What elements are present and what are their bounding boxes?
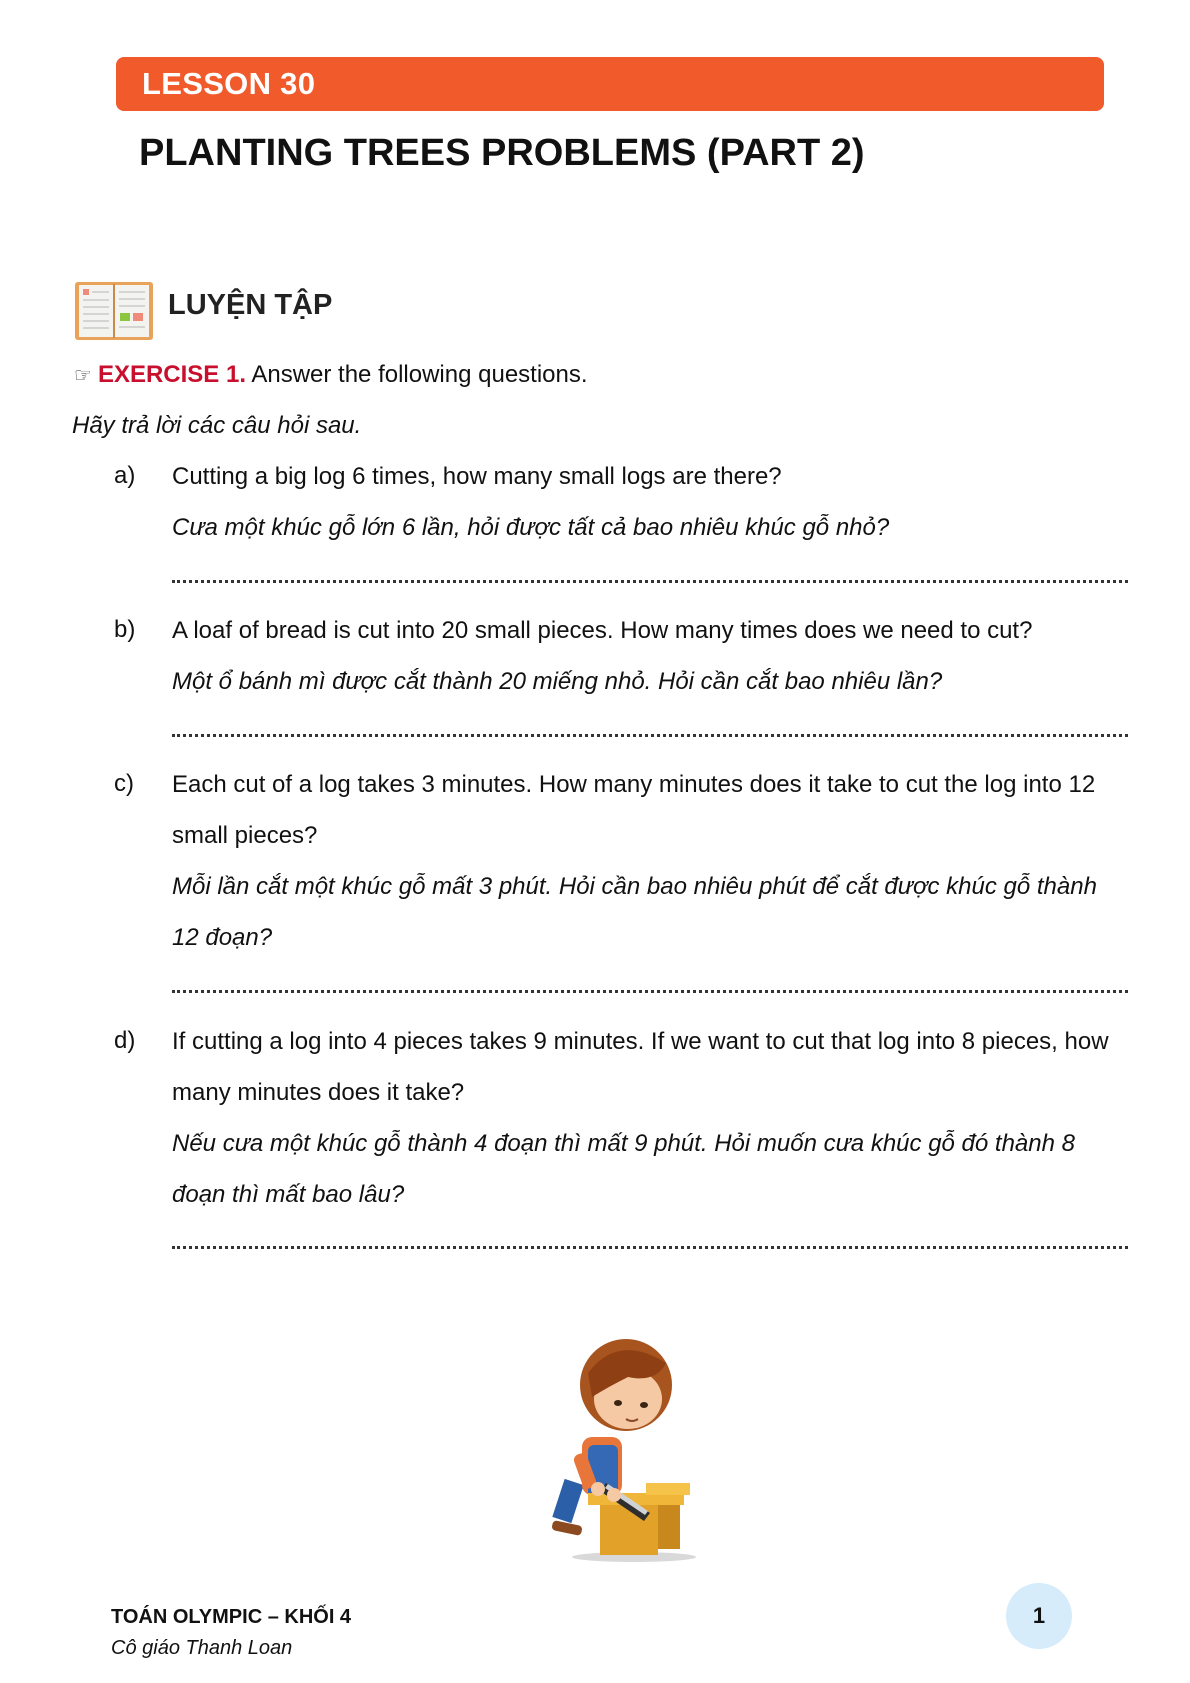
question-item bbox=[172, 451, 1128, 553]
page-number-badge: 1 bbox=[1006, 1583, 1072, 1649]
question-text: A loaf of bread is cut into 20 small pieces. How many times does we need to cut? bbox=[172, 617, 1033, 644]
exercise-instruction-vi: Hãy trả lời các câu hỏi sau. bbox=[72, 412, 362, 439]
section-title: LUYỆN TẬP bbox=[168, 289, 333, 321]
answer-line[interactable] bbox=[172, 576, 1128, 583]
question-item bbox=[172, 1016, 1128, 1220]
open-book-icon bbox=[74, 280, 154, 342]
lesson-banner bbox=[116, 57, 1104, 111]
question-text: Cutting a big log 6 times, how many small logs are there? bbox=[172, 463, 782, 490]
question-letter: a) bbox=[114, 462, 136, 489]
question-text-vi: Nếu cưa một khúc gỗ thành 4 đoạn thì mất 9 phút. Hỏi muốn cưa khúc gỗ đó thành 8 đoạn thì mất bao lâu? bbox=[172, 1130, 1075, 1208]
question-letter: c) bbox=[114, 770, 134, 797]
question-text-vi: Một ổ bánh mì được cắt thành 20 miếng nhỏ. Hỏi cần cắt bao nhiêu lần? bbox=[172, 668, 943, 695]
question-item bbox=[172, 605, 1128, 707]
question-text: If cutting a log into 4 pieces takes 9 minutes. If we want to cut that log into 8 pieces, how many minutes does it take? bbox=[172, 1028, 1109, 1106]
question-letter: d) bbox=[114, 1027, 136, 1054]
question-text-vi: Mỗi lần cắt một khúc gỗ mất 3 phút. Hỏi cần bao nhiêu phút để cắt được khúc gỗ thành 12 đoạn? bbox=[172, 873, 1097, 951]
question-text: Each cut of a log takes 3 minutes. How many minutes does it take to cut the log into 12 small pieces? bbox=[172, 771, 1096, 849]
footer-author: Cô giáo Thanh Loan bbox=[111, 1637, 293, 1659]
question-text-vi: Cưa một khúc gỗ lớn 6 lần, hỏi được tất cả bao nhiêu khúc gỗ nhỏ? bbox=[172, 514, 890, 541]
exercise-heading bbox=[74, 361, 588, 389]
exercise-instruction: Answer the following questions. bbox=[251, 361, 588, 388]
answer-line[interactable] bbox=[172, 986, 1128, 993]
boy-sawing-wood-illustration bbox=[548, 1333, 708, 1563]
question-item bbox=[172, 759, 1128, 963]
lesson-label: LESSON 30 bbox=[142, 66, 316, 101]
question-letter: b) bbox=[114, 616, 136, 643]
footer-title: TOÁN OLYMPIC – KHỐI 4 bbox=[111, 1606, 352, 1628]
exercise-label: EXERCISE 1. bbox=[97, 361, 246, 388]
pointing-hand-icon: ☞ bbox=[74, 365, 92, 387]
page-title: PLANTING TREES PROBLEMS (PART 2) bbox=[139, 132, 865, 174]
answer-line[interactable] bbox=[172, 1242, 1128, 1249]
answer-line[interactable] bbox=[172, 730, 1128, 737]
